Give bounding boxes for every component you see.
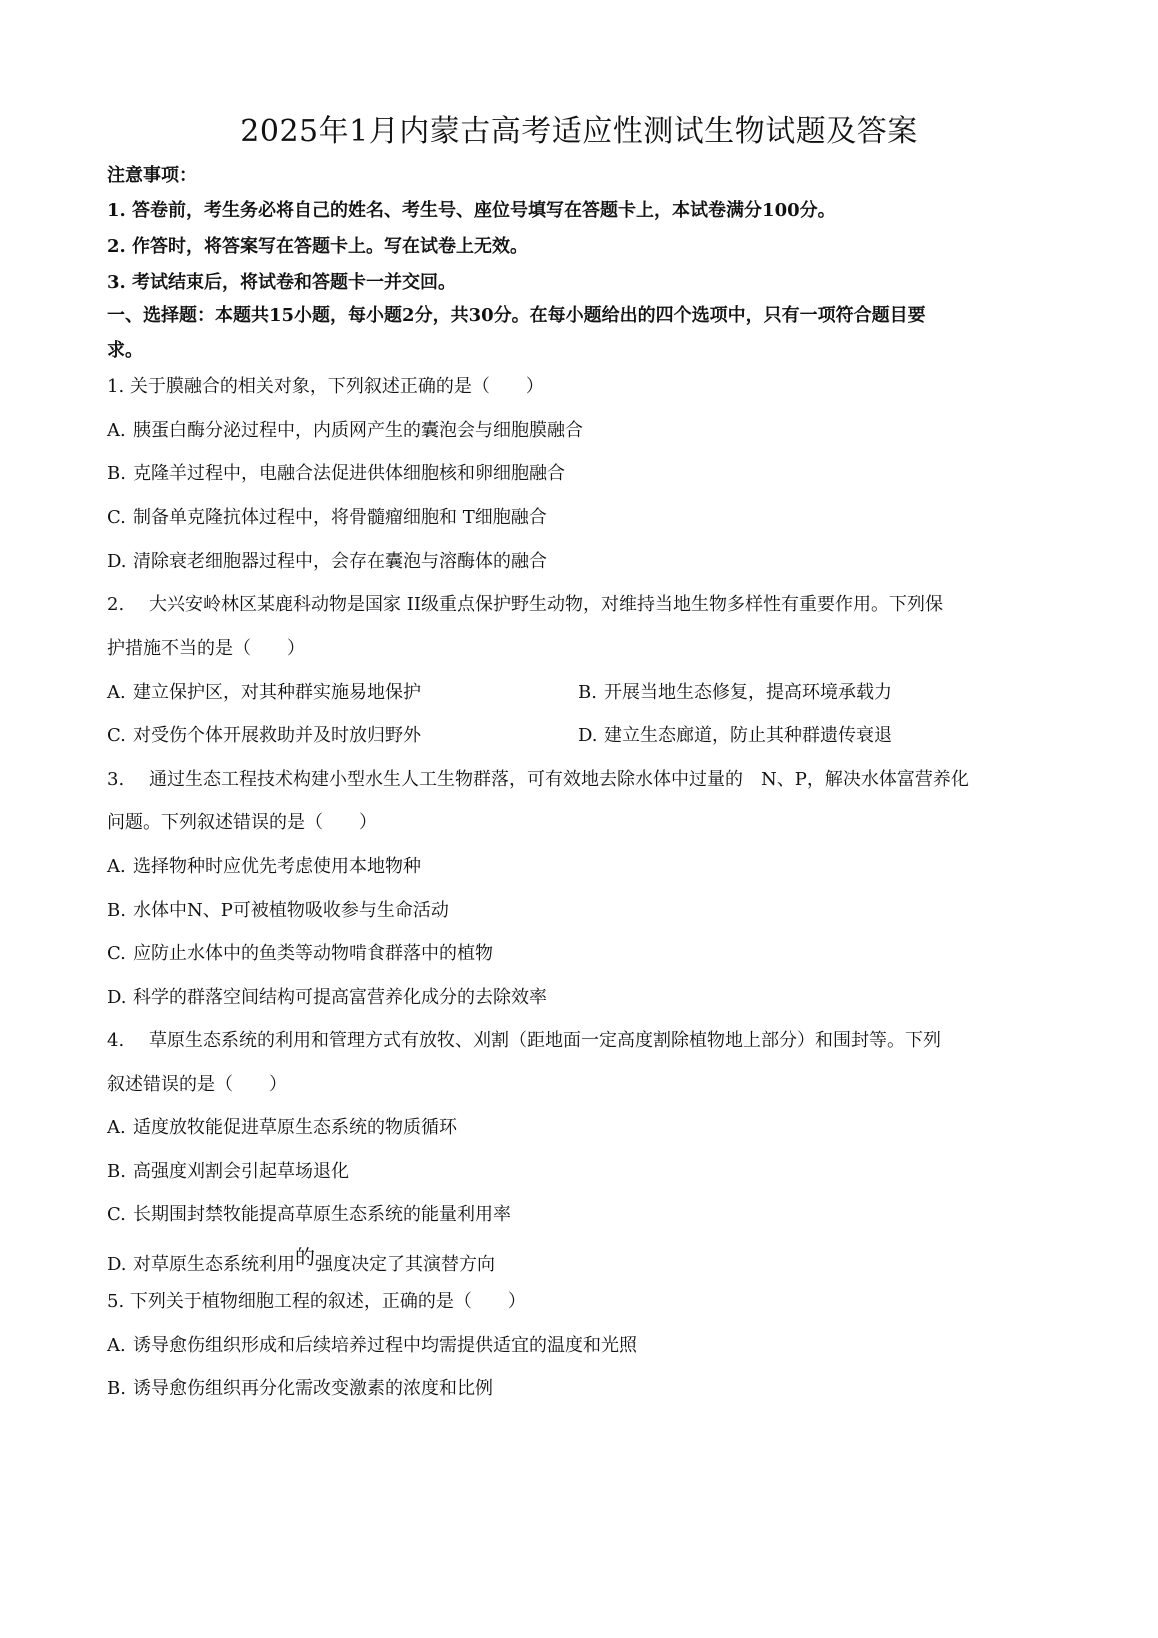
q2-stem [107,593,943,617]
option-label: D. [107,551,127,572]
option-text: 适度放牧能促进草原生态系统的物质循环 [133,1117,457,1138]
q1-option-d [107,550,547,574]
option-text: 长期围封禁牧能提高草原生态系统的能量利用率 [133,1204,511,1225]
option-text: 水体中N、P可被植物吸收参与生命活动 [133,900,449,921]
option-label: D. [578,725,598,746]
q3-option-a [107,855,421,879]
option-text: 建立生态廊道，防止其种群遗传衰退 [604,725,892,746]
option-label: D. [107,1254,127,1275]
q5-option-b [107,1377,493,1401]
option-text: 开展当地生态修复，提高环境承载力 [604,682,892,703]
q4-stem-cont: 叙述错误的是（ ） [107,1074,287,1095]
option-label: A. [107,420,126,441]
q5-stem: 5. 下列关于植物细胞工程的叙述，正确的是（ ） [107,1291,526,1312]
option-text: 选择物种时应优先考虑使用本地物种 [133,856,421,877]
q4-option-b [107,1160,349,1184]
question-number: 2. [107,594,125,615]
option-text: 建立保护区，对其种群实施易地保护 [133,682,421,703]
option-text: 制备单克隆抗体过程中，将骨髓瘤细胞和 T细胞融合 [133,507,547,528]
note-item: 3. 考试结束后，将试卷和答题卡一并交回。 [107,272,457,293]
q5-option-a [107,1334,637,1358]
option-label: C. [107,943,126,964]
option-text: 高强度刈割会引起草场退化 [133,1161,349,1182]
q3-option-c [107,942,493,966]
q1-option-c [107,506,547,530]
document-title: 2025年1月内蒙古高考适应性测试生物试题及答案 [240,114,918,149]
option-text: 诱导愈伤组织再分化需改变激素的浓度和比例 [133,1378,493,1399]
q4-option-d [107,1245,495,1277]
question-text: 草原生态系统的利用和管理方式有放牧、刈割（距地面一定高度割除植物地上部分）和围封等。下列 [149,1030,941,1051]
option-text: 科学的群落空间结构可提高富营养化成分的去除效率 [133,987,547,1008]
q3-stem [107,768,969,792]
option-label: A. [107,1117,126,1138]
option-text: 诱导愈伤组织形成和后续培养过程中均需提供适宜的温度和光照 [133,1335,637,1356]
option-label: B. [107,463,126,484]
q1-option-a [107,419,583,443]
q1-stem: 1. 关于膜融合的相关对象，下列叙述正确的是（ ） [107,376,544,397]
option-label: C. [107,1204,126,1225]
option-label: C. [107,507,126,528]
option-label: B. [107,900,126,921]
option-label: B. [578,682,597,703]
option-text: 胰蛋白酶分泌过程中，内质网产生的囊泡会与细胞膜融合 [133,420,583,441]
q2-option-d [578,724,892,748]
q3-option-d [107,986,547,1010]
option-label: D. [107,987,127,1008]
q4-option-c [107,1203,511,1227]
option-text-pre: 对草原生态系统利用 [133,1254,295,1275]
section-heading: 一、选择题：本题共15小题，每小题2分，共30分。在每小题给出的四个选项中，只有一项符合题目要 [107,305,926,326]
q3-stem-cont: 问题。下列叙述错误的是（ ） [107,812,377,833]
q2-option-b [578,681,892,705]
notes-heading: 注意事项： [107,165,197,186]
q2-stem-cont: 护措施不当的是（ ） [107,638,305,659]
note-item: 1. 答卷前，考生务必将自己的姓名、考生号、座位号填写在答题卡上，本试卷满分100分。 [107,200,836,221]
option-label: C. [107,725,126,746]
option-label: A. [107,856,126,877]
section-heading-cont: 求。 [107,340,143,361]
option-label: A. [107,1335,126,1356]
question-text: 通过生态工程技术构建小型水生人工生物群落，可有效地去除水体中过量的 N、P，解决水体富营养化 [149,769,969,790]
q3-option-b [107,899,449,923]
question-number: 4. [107,1030,125,1051]
option-text: 克隆羊过程中，电融合法促进供体细胞核和卵细胞融合 [133,463,565,484]
option-text: 应防止水体中的鱼类等动物啃食群落中的植物 [133,943,493,964]
option-label: B. [107,1378,126,1399]
q2-option-a [107,681,421,705]
option-text: 对受伤个体开展救助并及时放归野外 [133,725,421,746]
q2-option-c [107,724,421,748]
q4-stem [107,1029,941,1053]
option-label: A. [107,682,126,703]
question-number: 3. [107,769,125,790]
option-text-post: 强度决定了其演替方向 [315,1254,495,1275]
option-text: 清除衰老细胞器过程中，会存在囊泡与溶酶体的融合 [133,551,547,572]
q1-option-b [107,462,565,486]
q4-option-a [107,1116,457,1140]
option-label: B. [107,1161,126,1182]
question-text: 大兴安岭林区某鹿科动物是国家 II级重点保护野生动物，对维持当地生物多样性有重要作用。下列保 [149,594,943,615]
note-item: 2. 作答时，将答案写在答题卡上。写在试卷上无效。 [107,236,529,257]
option-text-glyph: 的 [295,1245,315,1269]
